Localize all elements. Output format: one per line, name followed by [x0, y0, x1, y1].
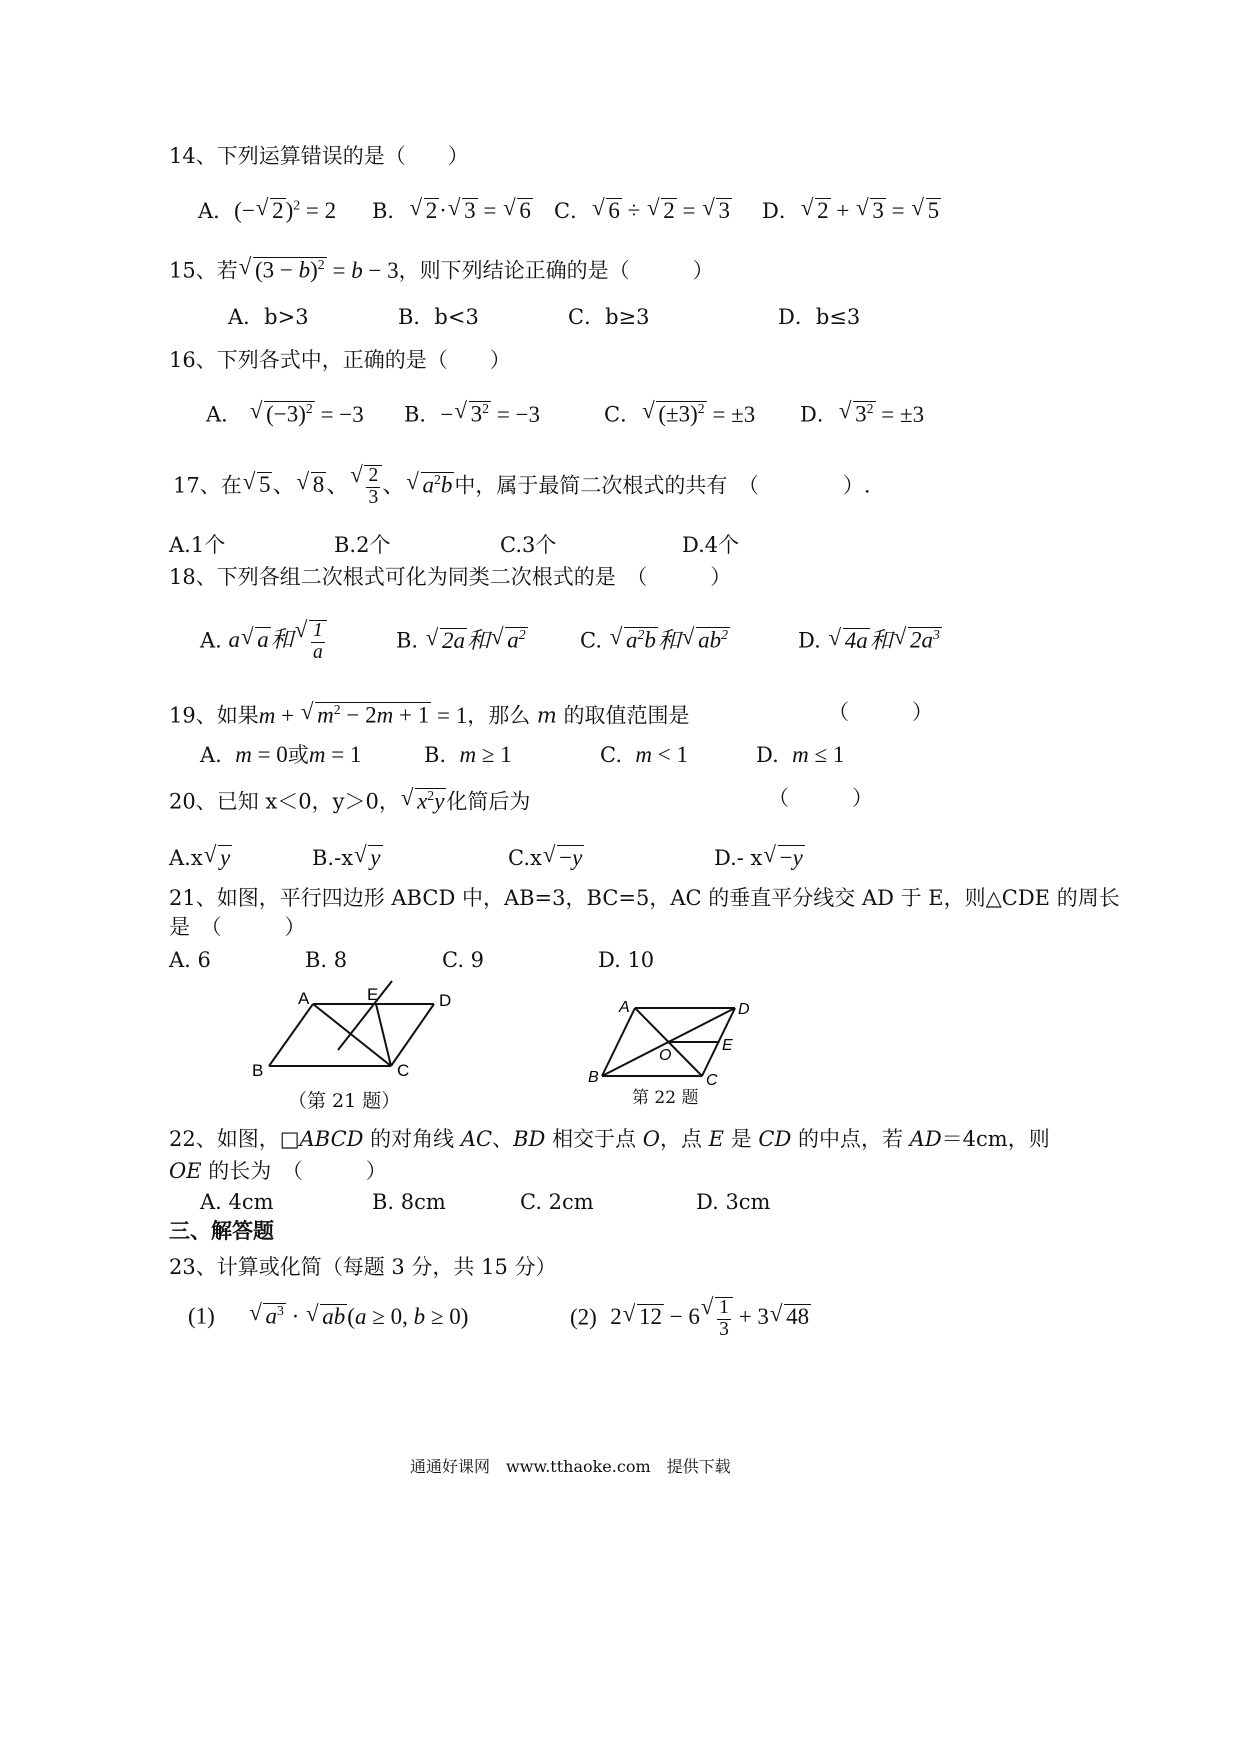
- q17-option-d: D.4个: [682, 533, 740, 557]
- q18-option-b: B. √ 2a和√ $a^2$: [396, 627, 528, 653]
- q21-option-b: B. 8: [305, 948, 348, 972]
- question-17-stem: 17、在√ 5、√ 8、 √ $\frac{2}{3}$ 、√ $a^2b$中，属于最简二次根式的共有 （ ）.: [173, 465, 871, 508]
- question-15-stem: 15、若√ $(3 - b)^2 = b - 3$，则下列结论正确的是（ ）: [169, 257, 714, 283]
- q22-option-d: D. 3cm: [696, 1190, 771, 1214]
- q19-answer-paren: （ ）: [828, 700, 933, 724]
- fig21-edge-ab: [269, 1004, 313, 1066]
- q20-option-a: A.x√ y: [169, 845, 232, 870]
- q19-option-a: A. m = 0或m = 1: [200, 742, 362, 767]
- figure-22: [585, 994, 765, 1094]
- q14-option-c: C．√ 6 ÷ √ 2 = √ 3: [554, 198, 732, 223]
- footer-text: 通通好课网 www.tthaoke.com 提供下载: [410, 1457, 731, 1476]
- q21-option-c: C. 9: [442, 948, 485, 972]
- q18-option-a: A. a√ a和 √ $\frac{1}{a}$: [200, 620, 327, 663]
- question-14-stem: 14、下列运算错误的是（ ）: [169, 144, 469, 168]
- q17-option-b: B.2个: [334, 533, 391, 557]
- q22-option-c: C. 2cm: [520, 1190, 594, 1214]
- question-22-line2: OE 的长为 （ ）: [169, 1159, 387, 1183]
- fig22-label-b: B: [588, 1069, 599, 1086]
- q23-part-2: (2) 2√ 12 − 6 √ $\frac{1}{3}$ + 3√ 48: [570, 1297, 811, 1340]
- q14-option-b: B．√ 2·√ 3 = √ 6: [372, 198, 533, 223]
- q20-option-b: B.-x√ y: [312, 845, 383, 870]
- q16-option-c: C．√ $(\pm 3)^2 = \pm 3$: [604, 401, 755, 427]
- q15-option-d: D．b≤3: [778, 305, 861, 329]
- fig21-diagonal-ac: [313, 1004, 391, 1066]
- q20-option-c: C.x√ −y: [508, 845, 584, 870]
- q15-option-b: B．b<3: [398, 305, 479, 329]
- question-19-stem: 19、如果m + √ $m^2 - 2m + 1 = 1$，那么 m 的取值范围是: [169, 702, 690, 728]
- q18-option-d: D. √ 4a和√ $2a^3$: [798, 627, 942, 653]
- fig21-label-e: E: [367, 985, 379, 1004]
- q23-part-1: (1) √ $a^3$ · √ ab(a ≥ 0, b ≥ 0): [188, 1303, 468, 1329]
- question-23-stem: 23、计算或化简（每题 3 分，共 15 分）: [169, 1255, 557, 1279]
- question-16-stem: 16、下列各式中，正确的是（ ）: [169, 348, 511, 372]
- q16-option-d: D．√ $3^2 = \pm 3$: [800, 401, 924, 427]
- q21-option-a: A. 6: [169, 948, 211, 972]
- fig22-label-d: D: [738, 1001, 750, 1018]
- q17-option-c: C.3个: [500, 533, 557, 557]
- fig21-edge-dc: [391, 1004, 434, 1066]
- fig22-label-a: A: [619, 999, 630, 1016]
- q15-option-a: A．b>3: [228, 305, 309, 329]
- q16-option-b: B．−√ $3^2 = -3$: [404, 401, 540, 427]
- q21-option-d: D. 10: [598, 948, 655, 972]
- q15-option-c: C．b≥3: [568, 305, 650, 329]
- q19-option-d: D. m ≤ 1: [756, 742, 845, 767]
- q14-option-a: A．(−√ 2)$^2$ = 2: [198, 198, 336, 223]
- fig21-label-c: C: [397, 1061, 410, 1080]
- fig22-edge-ab: [602, 1008, 635, 1076]
- q18-option-c: C. √ $a^2b$和√ $ab^2$: [580, 627, 730, 653]
- q19-option-c: C. m < 1: [600, 742, 688, 767]
- q22-option-b: B. 8cm: [372, 1190, 446, 1214]
- fig22-label-e: E: [722, 1037, 733, 1054]
- section-3-title: 三、解答题: [169, 1218, 274, 1243]
- fig21-label-d: D: [439, 991, 452, 1010]
- question-21-line1: 21、如图，平行四边形 ABCD 中，AB=3，BC=5，AC 的垂直平分线交 AD 于 E，则△CDE 的周长: [169, 886, 1120, 910]
- fig21-label-b: B: [252, 1061, 264, 1080]
- question-22-line1: 22、如图，□ABCD 的对角线 AC、BD 相交于点 O，点 E 是 CD 的中点，若 AD＝4cm，则: [169, 1127, 1050, 1151]
- fig21-label-a: A: [298, 989, 310, 1008]
- question-21-line2: 是 （ ）: [169, 915, 306, 939]
- question-18-stem: 18、下列各组二次根式可化为同类二次根式的是 （ ）: [169, 565, 732, 589]
- q16-option-a: A． √ $(-3)^2 = -3$: [206, 401, 364, 427]
- fig22-label-o: O: [659, 1047, 672, 1064]
- q22-option-a: A. 4cm: [200, 1190, 274, 1214]
- q20-option-d: D.- x√ −y: [714, 845, 805, 870]
- fig21-caption: （第 21 题）: [288, 1090, 401, 1112]
- fig22-label-c: C: [706, 1072, 718, 1089]
- q14-option-d: D．√ 2 + √ 3 = √ 5: [762, 198, 941, 223]
- q19-option-b: B. m ≥ 1: [424, 742, 512, 767]
- question-20-stem: 20、已知 x＜0，y＞0，√ $x^2y$化简后为: [169, 788, 530, 814]
- q17-option-a: A.1个: [169, 533, 226, 557]
- fig22-caption: 第 22 题: [632, 1088, 699, 1108]
- q20-answer-paren: （ ）: [768, 786, 873, 810]
